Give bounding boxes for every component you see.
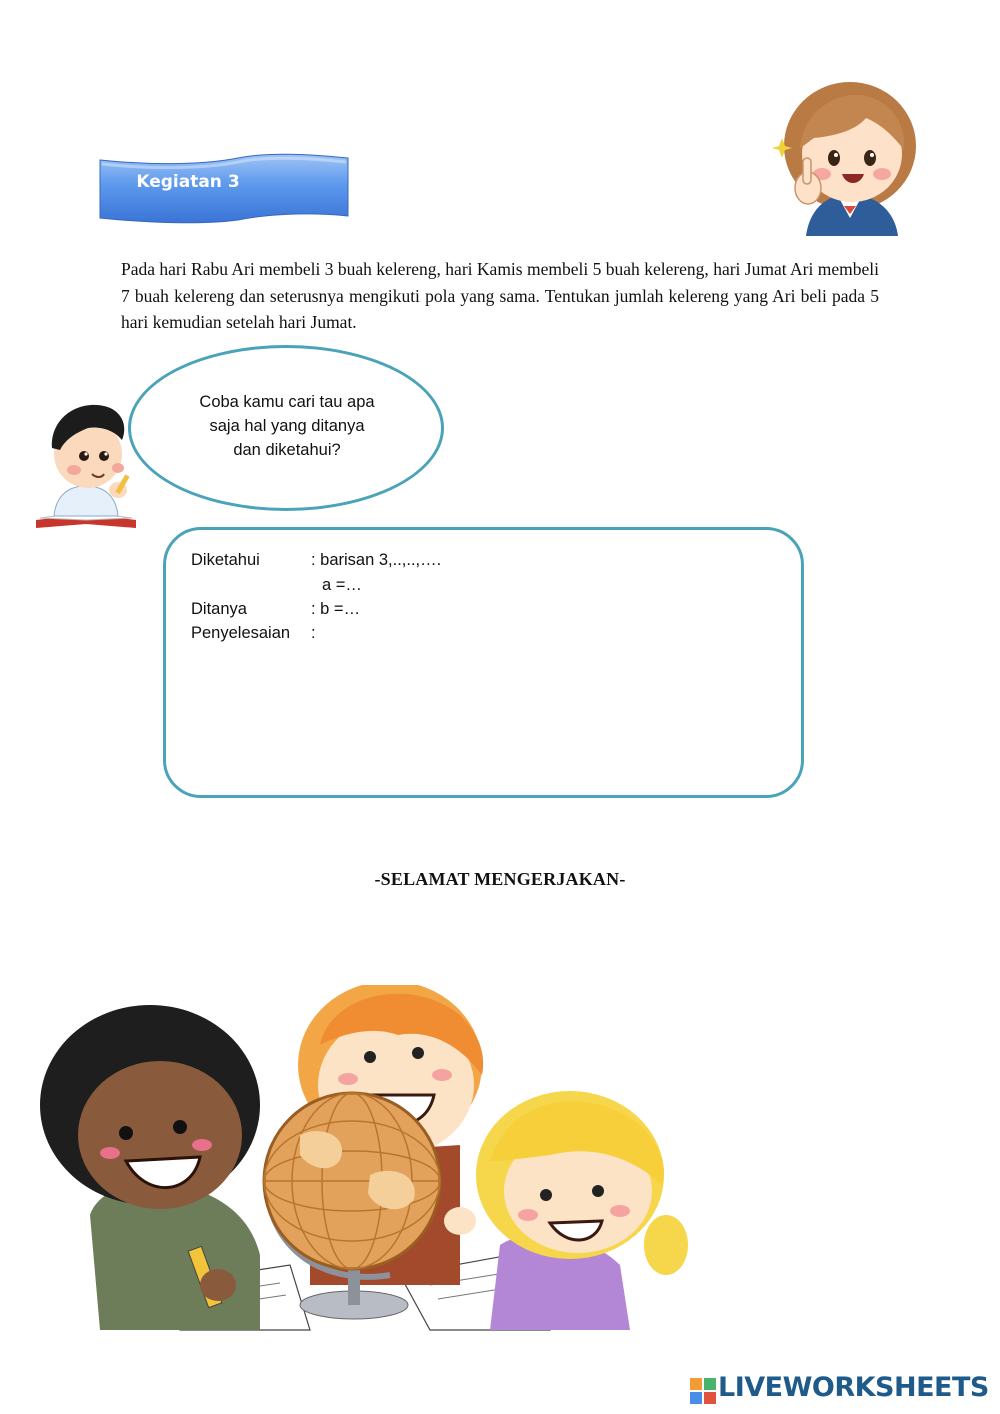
closing-message: -SELAMAT MENGERJAKAN- — [374, 869, 626, 889]
bubble-line: Coba kamu cari tau apa — [199, 393, 375, 411]
thinking-boy-illustration — [30, 398, 142, 534]
liveworksheets-logo-icon — [690, 1378, 716, 1404]
bubble-line: dan diketahui? — [233, 441, 341, 459]
solution-label: Penyelesaian — [191, 624, 291, 642]
activity-title: Kegiatan 3 — [136, 172, 240, 192]
solution-value[interactable]: : — [311, 624, 316, 642]
kids-with-globe-illustration — [30, 985, 690, 1335]
known-label: Diketahui — [191, 551, 260, 569]
girl-teacher-illustration — [770, 78, 926, 240]
bubble-line: saja hal yang ditanya — [209, 417, 365, 435]
known-value[interactable]: : barisan 3,..,..,…. — [311, 551, 442, 569]
known-value-a[interactable]: a =… — [322, 576, 362, 594]
problem-statement: Pada hari Rabu Ari membeli 3 buah kelereng, hari Kamis membeli 5 buah kelereng, hari Jumat Ari membeli 7 buah kelereng dan seterusnya mengikuti pola yang sama. Tentukan jumlah kelereng yang Ari beli pada 5 hari kemudian setelah hari Jumat. — [121, 259, 879, 332]
asked-value[interactable]: : b =… — [311, 600, 361, 618]
brand-name[interactable]: LIVEWORKSHEETS — [718, 1372, 989, 1403]
bubble-prompt — [176, 390, 398, 462]
asked-label: Ditanya — [191, 600, 247, 618]
